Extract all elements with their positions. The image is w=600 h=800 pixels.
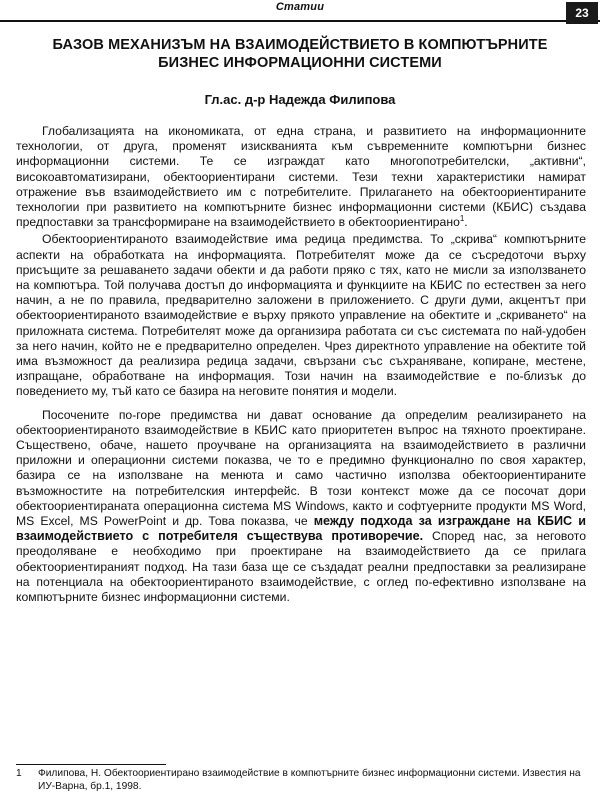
section-name: Статии: [275, 1, 325, 13]
page-number: 23: [566, 2, 598, 24]
running-header: [0, 0, 600, 22]
paragraph-1: [16, 124, 586, 230]
footnote-text: Филипова, Н. Обектоориентирано взаимодействие в компютърните бизнес информационни системи. Известия на ИУ-Варна, бр.1, 1998.: [38, 768, 581, 792]
footnote-reference: 1: [459, 214, 465, 224]
article-author: Гл.ас. д-р Надежда Филипова: [204, 92, 396, 107]
footnote-number: 1: [16, 768, 22, 779]
article-title: БАЗОВ МЕХАНИЗЪМ НА ВЗАИМОДЕЙСТВИЕТО В КОМПЮТЪРНИТЕ БИЗНЕС ИНФОРМАЦИОННИ СИСТЕМИ: [52, 37, 548, 71]
paragraph-2: Обектоориентираното взаимодействие има редица предимства. То „скрива“ компютърните аспекти на обработката на информацията. Потребителят може да се съсредоточи върху присъщите за решаването задачи обекти и да работи пряко с тях, като не мисли за използването на компютъра. Той получава достъп до информацията и функциите на КБИС по естествен за него начин, а не по правила, предварително заложени в приложението. С други думи, акцентът при обектоориентираното взаимодействие е върху прякото управление на обектите и „скриването“ на приложната система. Потребителят може да организира работата си със системата по най-удобен за него начин, който не е предварително определен. Чрез директното управление на обектите той има възможност да реализира редица задачи, свързани със съхраняване, копиране, местене, изпращане, обработване на информация. Този начин на взаимодействие е по-близък до поведението му, тъй като се базира на неговите понятия и модели.: [16, 232, 586, 399]
paragraph-1-end: .: [464, 215, 468, 230]
paragraph-3-emphasis: между подхода за изграждане на КБИС и взаимодействието с потребителя съществува противоречие.: [16, 514, 587, 544]
footnote-divider: [16, 764, 166, 765]
footnote: [16, 767, 586, 793]
paragraph-3-end: Според нас, за неговото преодоляване е необходимо при проектиране на взаимодействието да се прилага обектоориентираният подход. На тази база ще се създадат реални предпоставки за реализиране на потенциала на обектоориентираното взаимодействие, с оглед по-ефективно използване на компютърните бизнес информационни системи.: [16, 529, 587, 605]
paragraph-3: [16, 408, 586, 606]
article-body: [16, 124, 586, 607]
paragraph-1-text: Глобализацията на икономиката, от една страна, и развитието на информационните технологии, от друга, променят изискванията към съвременните компютърни бизнес информационни системи. Те се изграждат като многопотребителски, „активни“, високоавтоматизирани, обектоориентирани системи. Тези техни характеристики намират отражение във взаимодействието им с потребителите. Прилагането на обектоориентираните технологии при развитието на компютърните бизнес информационни системи (КБИС) създава предпоставки за трансформиране на взаимодействието в обектоориентирано: [16, 124, 586, 230]
paragraph-3-start: Посочените по-горе предимства ни дават основание да определим реализирането на обектоориентираното взаимодействие в КБИС като приоритетен въпрос на тяхното проектиране. Съществено, обаче, нашето проучване на организацията на взаимодействието в различни приложни и операционни системи показва, че то е предимно функционално по своя характер, базира се на използване на менюта и само частично използва обектоориентираните възможностите на потребителския интерфейс. В този контекст може да се посочат дори обектоориентираната операционна система MS Windows, както и софтуерните продукти MS Word, MS Excel, MS PowerPoint и др. Това показва, че: [16, 407, 586, 529]
